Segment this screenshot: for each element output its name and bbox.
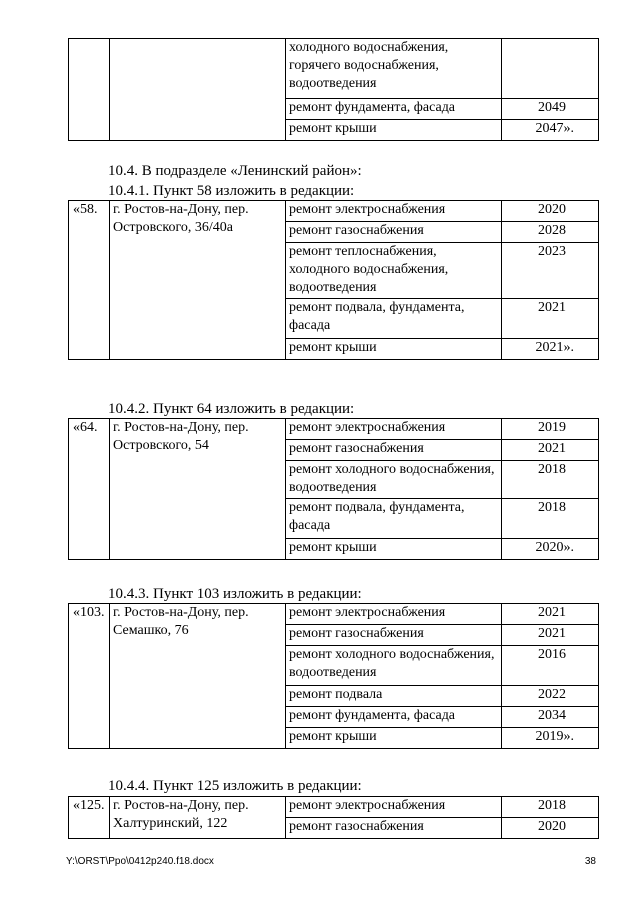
year-cell: 2016 [502, 646, 599, 686]
item-64-table [68, 418, 598, 560]
work-cell: ремонт газоснабжения [286, 818, 502, 839]
address-cell: г. Ростов-на-Дону, пер. Халтуринский, 122 [110, 797, 286, 839]
year-cell: 2021 [502, 440, 599, 461]
year-cell: 2020 [502, 818, 599, 839]
work-cell: холодного водоснабжения, горячего водоснабжения, водоотведения [286, 39, 502, 99]
year-cell: 2021 [502, 625, 599, 646]
work-cell: ремонт электроснабжения [286, 604, 502, 625]
year-cell: 2021». [502, 339, 599, 360]
item-heading: 10.4.1. Пункт 58 изложить в редакции: [108, 183, 355, 199]
work-cell: ремонт холодного водоснабжения, водоотведения [286, 646, 502, 686]
num-cell: «58. [69, 201, 110, 360]
item-heading: 10.4.3. Пункт 103 изложить в редакции: [108, 586, 362, 602]
year-cell: 2018 [502, 461, 599, 499]
work-cell: ремонт подвала [286, 686, 502, 707]
table-row [69, 419, 599, 440]
work-cell: ремонт фундамента, фасада [286, 99, 502, 120]
year-cell: 2049 [502, 99, 599, 120]
address-cell: г. Ростов-на-Дону, пер. Островского, 54 [110, 419, 286, 560]
document-path: Y:\ORST\Ppo\0412p240.f18.docx [66, 856, 214, 867]
address-cell: г. Ростов-на-Дону, пер. Семашко, 76 [110, 604, 286, 749]
year-cell: 2020 [502, 201, 599, 222]
work-cell: ремонт крыши [286, 339, 502, 360]
table-row [69, 201, 599, 222]
year-cell: 2023 [502, 243, 599, 299]
address-cell [110, 39, 286, 141]
item-heading: 10.4.4. Пункт 125 изложить в редакции: [108, 778, 362, 794]
work-cell: ремонт электроснабжения [286, 201, 502, 222]
work-cell: ремонт газоснабжения [286, 222, 502, 243]
work-cell: ремонт крыши [286, 120, 502, 141]
year-cell: 2022 [502, 686, 599, 707]
num-cell: «64. [69, 419, 110, 560]
work-cell: ремонт крыши [286, 539, 502, 560]
num-cell [69, 39, 110, 141]
work-cell: ремонт теплоснабжения, холодного водоснабжения, водоотведения [286, 243, 502, 299]
item-58-table [68, 200, 598, 360]
work-cell: ремонт газоснабжения [286, 440, 502, 461]
year-cell: 2018 [502, 797, 599, 818]
item-125-table [68, 796, 598, 839]
year-cell: 2018 [502, 499, 599, 539]
page-number: 38 [584, 856, 596, 867]
table-row [69, 39, 599, 99]
year-cell: 2021 [502, 299, 599, 339]
num-cell: «125. [69, 797, 110, 839]
work-cell: ремонт электроснабжения [286, 797, 502, 818]
work-cell: ремонт фундамента, фасада [286, 707, 502, 728]
work-cell: ремонт холодного водоснабжения, водоотведения [286, 461, 502, 499]
year-cell: 2019 [502, 419, 599, 440]
address-cell: г. Ростов-на-Дону, пер. Островского, 36/40а [110, 201, 286, 360]
work-cell: ремонт крыши [286, 728, 502, 749]
item-103-table [68, 603, 598, 749]
table-row [69, 797, 599, 818]
year-cell: 2034 [502, 707, 599, 728]
year-cell: 2028 [502, 222, 599, 243]
section-heading: 10.4. В подразделе «Ленинский район»: [108, 163, 362, 179]
year-cell [502, 39, 599, 99]
continuation-table [68, 38, 598, 141]
year-cell: 2021 [502, 604, 599, 625]
num-cell: «103. [69, 604, 110, 749]
work-cell: ремонт подвала, фундамента, фасада [286, 299, 502, 339]
work-cell: ремонт подвала, фундамента, фасада [286, 499, 502, 539]
year-cell: 2019». [502, 728, 599, 749]
work-cell: ремонт газоснабжения [286, 625, 502, 646]
year-cell: 2020». [502, 539, 599, 560]
item-heading: 10.4.2. Пункт 64 изложить в редакции: [108, 401, 355, 417]
table-row [69, 604, 599, 625]
year-cell: 2047». [502, 120, 599, 141]
work-cell: ремонт электроснабжения [286, 419, 502, 440]
